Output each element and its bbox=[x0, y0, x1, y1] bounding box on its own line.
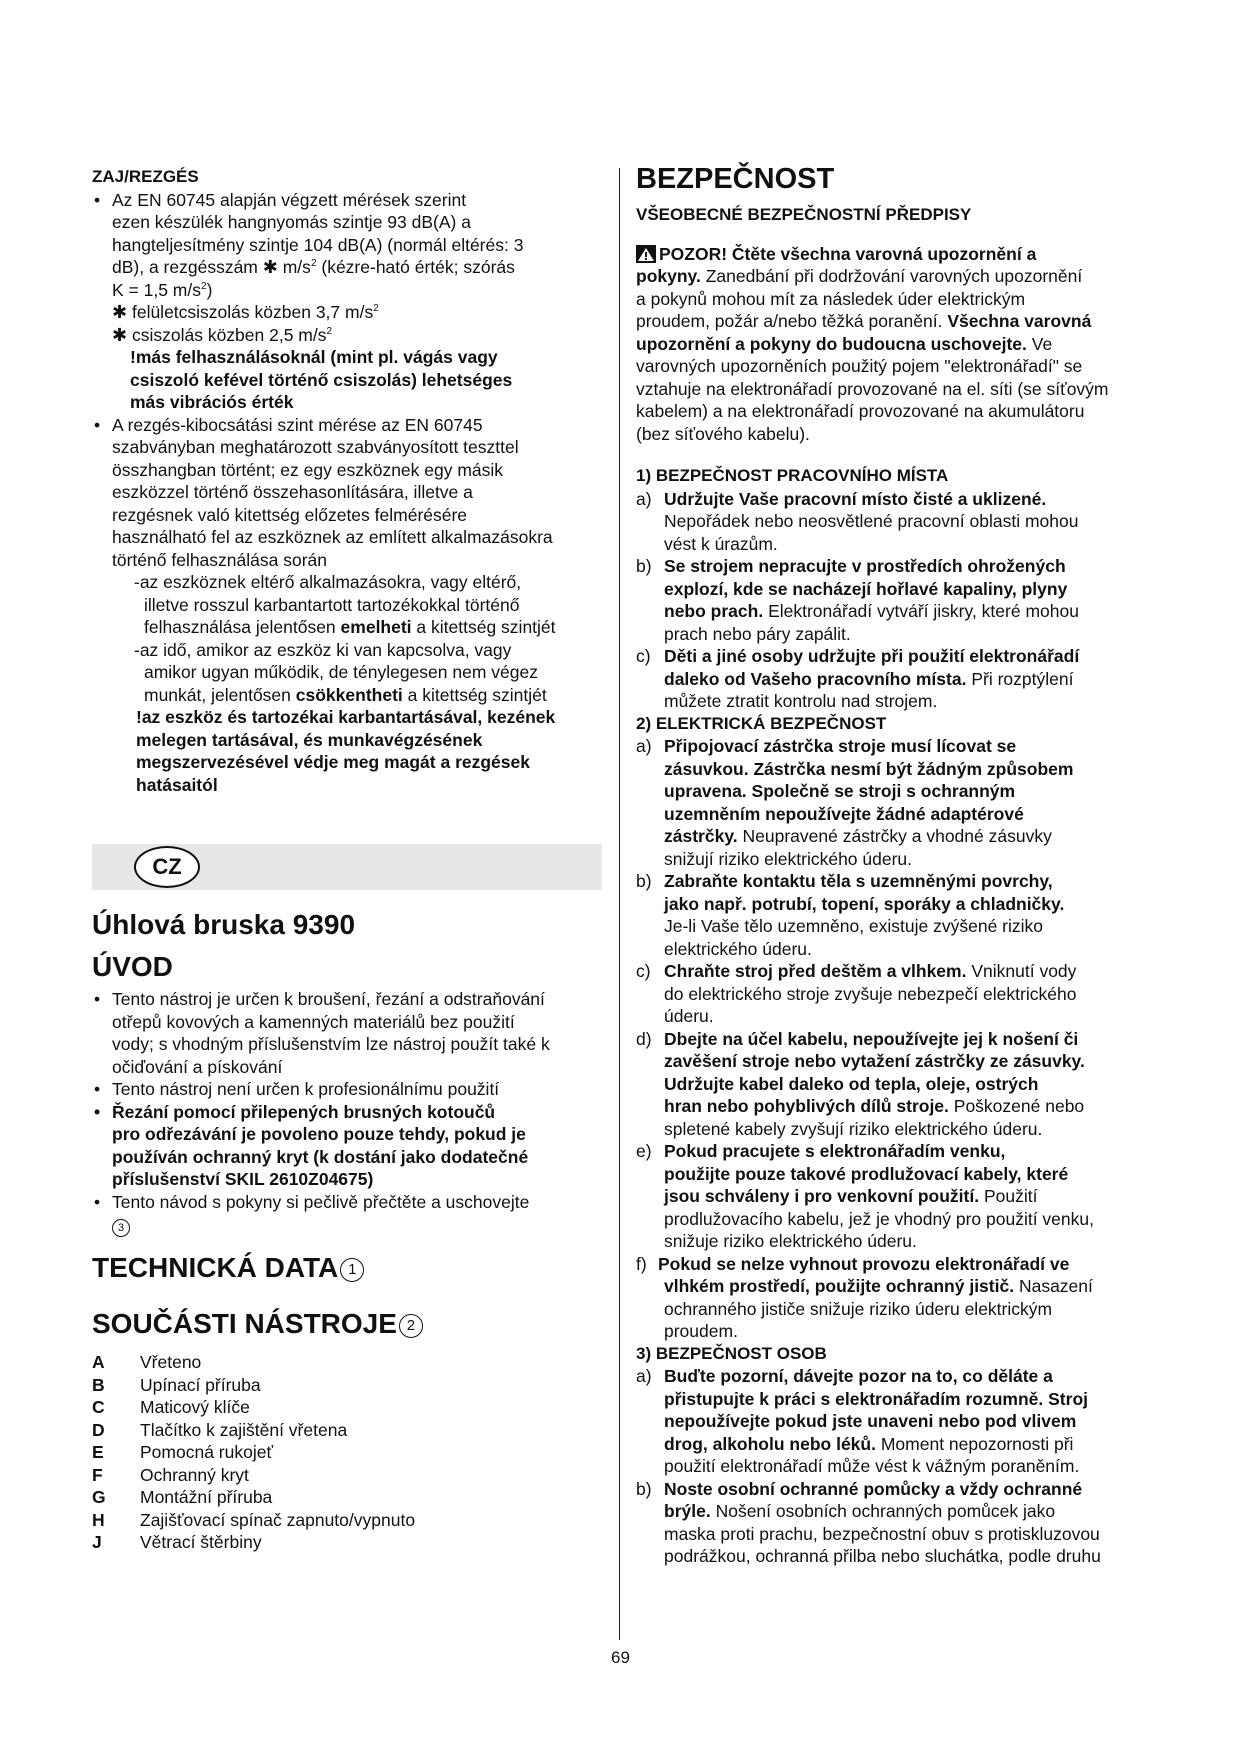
section-3-item-a bbox=[636, 1365, 1158, 1478]
text-line: • Tento nástroj je určen k broušení, řezání a odstraňování bbox=[112, 989, 545, 1009]
text-line: használható fel az eszköznek az említett alkalmazásokra bbox=[112, 527, 553, 547]
text-line: Pokud se nelze vyhnout provozu elektronářadí ve bbox=[658, 1253, 1070, 1274]
section-1-heading: 1) BEZPEČNOST PRACOVNÍHO MÍSTA bbox=[636, 466, 949, 485]
warning-icon bbox=[636, 245, 656, 263]
part-label: Ochranný kryt bbox=[140, 1464, 249, 1485]
text-line bbox=[134, 684, 612, 707]
text-part: jsou schváleny i pro venkovní použití. bbox=[664, 1186, 980, 1206]
part-item bbox=[92, 1486, 612, 1509]
text-line: přistupujte k práci s elektronářadím rozumně. Stroj bbox=[664, 1388, 1088, 1409]
part-key: A bbox=[92, 1352, 105, 1372]
text-part: Poškozené nebo bbox=[953, 1096, 1085, 1116]
text-part: a kitettség szintjét bbox=[416, 617, 556, 637]
part-item bbox=[92, 1464, 612, 1487]
part-key: J bbox=[92, 1532, 102, 1552]
text-line: csiszoló kefével történő csiszolás) lehetséges bbox=[130, 369, 513, 390]
text-line: použití elektronářadí může vést k vážným poraněním. bbox=[664, 1456, 1080, 1476]
part-item bbox=[92, 1419, 612, 1442]
text-line bbox=[636, 333, 1158, 356]
text-line: podrážkou, ochranná přilba nebo sluchátka, podle druhu bbox=[664, 1546, 1101, 1566]
text-line bbox=[664, 1500, 1158, 1523]
asterisk-icon: ✱ bbox=[112, 302, 128, 322]
text-line: můžete ztratit kontrolu nad strojem. bbox=[664, 691, 938, 711]
text-part: munkát, jelentősen bbox=[144, 684, 291, 705]
part-item bbox=[92, 1509, 612, 1532]
text-line: do elektrického stroje zvyšuje nebezpečí elektrického bbox=[664, 983, 1077, 1004]
text-part: Vniknutí vody bbox=[971, 961, 1077, 981]
item-marker: b) bbox=[636, 871, 652, 891]
text-part: vlhkém prostředí, použijte ochranný jistič. bbox=[664, 1276, 1015, 1296]
text-line: Děti a jiné osoby udržujte při použití elektronářadí bbox=[664, 646, 1080, 666]
text-part: Chraňte stroj před deštěm a vlhkem. bbox=[664, 961, 967, 981]
parts-heading bbox=[92, 1307, 612, 1341]
text-part: Nasazení bbox=[1018, 1276, 1093, 1296]
part-label: Tlačítko k zajištění vřetena bbox=[140, 1419, 348, 1440]
text-line: -az idő, amikor az eszköz ki van kapcsolva, vagy bbox=[134, 639, 512, 660]
language-badge: CZ bbox=[134, 846, 200, 888]
noise-bullet-2-body bbox=[92, 436, 612, 571]
noise-bold-note-1 bbox=[92, 346, 612, 414]
part-label: Vřeteno bbox=[140, 1352, 202, 1372]
text-line: eszközzel történő összehasonlítására, illetve a bbox=[112, 482, 473, 502]
text-part: drog, alkoholu nebo léků. bbox=[664, 1433, 876, 1454]
asterisk-icon: ✱ bbox=[112, 324, 128, 345]
section-2-item-b bbox=[636, 870, 1158, 960]
text-part: Při rozptýlení bbox=[971, 668, 1074, 689]
item-marker: c) bbox=[636, 961, 651, 981]
text-part: a kitettség szintjét bbox=[407, 684, 547, 705]
text-part: felületcsiszolás közben 3,7 m/s bbox=[131, 302, 374, 322]
text-line: szabványban meghatározott szabványosított teszttel bbox=[112, 437, 519, 457]
text-line: pro odřezávání je povoleno pouze tehdy, pokud je bbox=[112, 1124, 526, 1144]
intro-bullet-4 bbox=[92, 1191, 612, 1238]
section-2-item-a bbox=[636, 735, 1158, 870]
text-line: Udržujte kabel daleko od tepla, oleje, ostrých bbox=[664, 1073, 1039, 1094]
language-band bbox=[92, 844, 602, 890]
text-part: upozornění a pokyny do budoucna uschovejte. bbox=[636, 333, 1027, 354]
text-line: proudem. bbox=[664, 1321, 738, 1341]
text-line: Buďte pozorní, dávejte pozor na to, co děláte a bbox=[664, 1366, 1053, 1386]
part-item bbox=[92, 1396, 612, 1419]
text-line bbox=[658, 1275, 1158, 1298]
part-key: H bbox=[92, 1509, 105, 1530]
text-line: • Řezání pomocí přilepených brusných kotoučů bbox=[112, 1101, 496, 1122]
text-line: rezgésnek való kitettség előzetes felmérésére bbox=[112, 504, 468, 525]
text-line bbox=[636, 310, 1158, 333]
part-key: G bbox=[92, 1487, 106, 1507]
text-part: dB), a rezgésszám bbox=[112, 257, 258, 277]
text-line: ✱ felületcsiszolás közben 3,7 $m/s^2$ bbox=[112, 302, 379, 322]
noise-heading: ZAJ/REZGÉS bbox=[92, 167, 199, 186]
text-line: prach nebo páry zapálit. bbox=[664, 623, 851, 644]
text-part: csökkentheti bbox=[295, 684, 403, 705]
text-line: vody; s vhodným příslušenstvím lze nástroj použít také k bbox=[112, 1034, 550, 1054]
text-part: nebo prach. bbox=[664, 601, 764, 621]
text-line: más vibrációs érték bbox=[130, 392, 294, 412]
intro-list bbox=[92, 988, 612, 1237]
item-marker: b) bbox=[636, 556, 652, 576]
text-line bbox=[134, 616, 612, 639]
item-marker: f) bbox=[636, 1253, 647, 1274]
text-line: Připojovací zástrčka stroje musí lícovat se bbox=[664, 736, 1017, 756]
text-line: elektrického úderu. bbox=[664, 938, 812, 959]
text-line bbox=[664, 825, 1158, 848]
figure-ref-2: 2 bbox=[399, 1314, 423, 1338]
section-2-item-d bbox=[636, 1028, 1158, 1141]
text-line: prodlužovacího kabelu, jež je vhodný pro použití venku, bbox=[664, 1208, 1094, 1229]
text-part: hran nebo pohyblivých dílů stroje. bbox=[664, 1096, 949, 1116]
intro-bullet-1 bbox=[92, 988, 612, 1078]
text-line: hangteljesítmény szintje 104 dB(A) (normál eltérés: 3 bbox=[112, 234, 524, 255]
text-part: Neupravené zástrčky a vhodné zásuvky bbox=[742, 826, 1052, 846]
text-part: Moment nepozornosti při bbox=[880, 1433, 1074, 1454]
text-line: úderu. bbox=[664, 1006, 714, 1026]
text-part: Použití bbox=[983, 1186, 1038, 1206]
part-item bbox=[92, 1351, 612, 1374]
text-line: -az eszköznek eltérő alkalmazásokra, vagy eltérő, bbox=[134, 572, 522, 592]
part-item bbox=[92, 1374, 612, 1397]
tech-data-label: TECHNICKÁ DATA bbox=[92, 1252, 339, 1283]
item-marker: a) bbox=[636, 736, 652, 756]
item-marker: e) bbox=[636, 1141, 652, 1161]
text-line bbox=[636, 243, 1158, 266]
text-line: melegen tartásával, és munkavégzésének bbox=[136, 729, 483, 750]
text-line bbox=[664, 1185, 1158, 1208]
text-line bbox=[664, 960, 1158, 983]
text-line: !más felhasználásoknál (mint pl. vágás vagy bbox=[130, 347, 498, 367]
text-line: explozí, kde se nacházejí hořlavé kapaliny, plyny bbox=[664, 578, 1068, 599]
text-line: spletené kabely zvyšují riziko elektrického úderu. bbox=[664, 1118, 1043, 1139]
text-part: zástrčky. bbox=[664, 826, 738, 846]
text-part: Zanedbání při dodržování varovných upozornění bbox=[705, 266, 1083, 286]
section-1-item-a bbox=[636, 488, 1158, 556]
parts-label: SOUČÁSTI NÁSTROJE bbox=[92, 1308, 397, 1339]
text-line: Udržujte Vaše pracovní místo čisté a uklizené. bbox=[664, 488, 1047, 509]
figure-ref-3: 3 bbox=[112, 1219, 130, 1237]
text-part: (kézre-ható érték; szórás bbox=[321, 257, 515, 277]
text-line: Se strojem nepracujte v prostředích ohrožených bbox=[664, 556, 1066, 576]
item-marker: c) bbox=[636, 646, 651, 666]
intro-bullet-2 bbox=[92, 1078, 612, 1101]
text-line: nepoužívejte pokud jste unaveni nebo pod vlivem bbox=[664, 1411, 1077, 1431]
text-line: K = 1,5 $m/s^2$) bbox=[112, 279, 213, 300]
text-line: zásuvkou. Zástrčka nesmí být žádným způsobem bbox=[664, 758, 1074, 779]
text-line: příslušenství SKIL 2610Z04675) bbox=[112, 1169, 374, 1189]
text-line: történő felhasználása során bbox=[112, 549, 327, 570]
left-column bbox=[92, 166, 612, 1554]
text-part: Ve bbox=[1031, 333, 1053, 354]
safety-heading: BEZPEČNOST bbox=[636, 163, 835, 195]
part-label: Zajišťovací spínač zapnuto/vypnuto bbox=[140, 1509, 416, 1530]
noise-dash-2 bbox=[92, 639, 612, 707]
text-line: illetve rosszul karbantartott tartozékokkal történő bbox=[144, 594, 520, 615]
text-line: • A rezgés-kibocsátási szint mérése az EN 60745 bbox=[112, 414, 483, 435]
text-line: ✱ csiszolás közben 2,5 $m/s^2$ bbox=[112, 324, 333, 345]
intro-heading: ÚVOD bbox=[92, 951, 173, 982]
part-key: C bbox=[92, 1397, 105, 1417]
text-line: • Tento návod s pokyny si pečlivě přečtěte a uschovejte bbox=[112, 1191, 530, 1212]
text-line: ezen készülék hangnyomás szintje 93 dB(A) a bbox=[112, 212, 471, 232]
text-line: používán ochranný kryt (k dostání jako dodatečné bbox=[112, 1146, 529, 1167]
parts-list bbox=[92, 1351, 612, 1554]
text-line: Nepořádek nebo neosvětlené pracovní oblasti mohou bbox=[664, 511, 1079, 531]
section-2-item-f bbox=[636, 1253, 1158, 1343]
text-line: otřepů kovových a kamenných materiálů bez použití bbox=[112, 1011, 515, 1032]
part-key: E bbox=[92, 1442, 104, 1462]
section-3-item-b bbox=[636, 1478, 1158, 1568]
text-line: varovných upozorněních použitý pojem "elektronářadí" se bbox=[636, 356, 1083, 376]
text-line: dB), a rezgésszám ✱ $m/s^2$ (kézre-ható érték; szórás bbox=[112, 257, 515, 277]
text-part: Nošení osobních ochranných pomůcek jako bbox=[715, 1501, 1056, 1521]
general-safety-heading: VŠEOBECNÉ BEZPEČNOSTNÍ PŘEDPISY bbox=[636, 205, 972, 224]
asterisk-icon: ✱ bbox=[262, 257, 278, 277]
text-line: • Az EN 60745 alapján végzett mérések szerint bbox=[112, 189, 467, 210]
text-line: amikor ugyan működik, de ténylegesen nem végez bbox=[144, 662, 538, 682]
product-title: Úhlová bruska 9390 bbox=[92, 909, 356, 940]
text-part: felhasználása jelentősen bbox=[144, 617, 336, 637]
text-part: csiszolás közben 2,5 m/s bbox=[131, 324, 327, 345]
text-line: megszervezésével védje meg magát a rezgések bbox=[136, 752, 530, 772]
page-number: 69 bbox=[611, 1648, 630, 1667]
noise-bullet-2 bbox=[92, 414, 612, 437]
text-line: összhangban történt; ez egy eszköznek egy másik bbox=[112, 459, 504, 480]
text-line: Pokud pracujete s elektronářadím venku, bbox=[664, 1141, 1006, 1161]
text-line bbox=[664, 600, 1158, 623]
right-column bbox=[636, 163, 1158, 1568]
text-part: brýle. bbox=[664, 1501, 711, 1521]
text-part: Všechna varovná bbox=[947, 311, 1092, 331]
text-line bbox=[664, 1433, 1158, 1456]
item-marker: a) bbox=[636, 1366, 652, 1386]
text-line: Zabraňte kontaktu těla s uzemněnými povrchy, bbox=[664, 871, 1053, 891]
part-label: Pomocná rukojeť bbox=[140, 1442, 274, 1462]
noise-bullet-1-body bbox=[92, 211, 612, 346]
text-line: Noste osobní ochranné pomůcky a vždy ochranné bbox=[664, 1478, 1083, 1499]
text-part: emelheti bbox=[340, 617, 412, 637]
noise-bold-note-2 bbox=[92, 706, 612, 796]
text-line: snižuje riziko elektrického úderu. bbox=[664, 1231, 917, 1251]
warning-paragraph bbox=[636, 243, 1158, 446]
text-line: hatásaitól bbox=[136, 774, 218, 795]
text-part: pokyny. bbox=[636, 266, 701, 286]
figure-ref-1: 1 bbox=[340, 1258, 364, 1282]
item-marker: a) bbox=[636, 488, 652, 509]
text-line: očiďování a pískování bbox=[112, 1056, 283, 1077]
text-part: m/s bbox=[282, 257, 311, 277]
text-line: ochranného jističe snižuje riziko úderu elektrickým bbox=[664, 1298, 1053, 1319]
section-3-heading: 3) BEZPEČNOST OSOB bbox=[636, 1343, 827, 1363]
text-line: zavěšení stroje nebo vytažení zástrčky ze zásuvky. bbox=[664, 1051, 1085, 1071]
item-marker: b) bbox=[636, 1478, 652, 1499]
part-label: Upínací příruba bbox=[140, 1374, 261, 1395]
text-line bbox=[636, 265, 1158, 288]
section-2-item-c bbox=[636, 960, 1158, 1028]
section-1-item-b bbox=[636, 555, 1158, 645]
section-1-item-c bbox=[636, 645, 1158, 713]
text-part: Elektronářadí vytváří jiskry, které mohou bbox=[768, 601, 1079, 621]
section-2-item-e bbox=[636, 1140, 1158, 1253]
tech-data-heading bbox=[92, 1251, 612, 1285]
part-key: D bbox=[92, 1419, 105, 1440]
text-part: K = 1,5 m/s bbox=[112, 279, 201, 300]
text-line bbox=[664, 668, 1158, 691]
text-line: vztahuje na elektronářadí provozované na el. síti (se síťovým bbox=[636, 378, 1109, 399]
text-line: maska proti prachu, bezpečnostní obuv s protiskluzovou bbox=[664, 1523, 1100, 1544]
text-line: !az eszköz és tartozékai karbantartásával, kezének bbox=[136, 707, 556, 727]
text-line bbox=[664, 1095, 1158, 1118]
part-label: Montážní příruba bbox=[140, 1487, 273, 1507]
part-item bbox=[92, 1531, 612, 1554]
text-line: použijte pouze takové prodlužovací kabely, které bbox=[664, 1163, 1069, 1184]
text-line: • Tento nástroj není určen k profesionálnímu použití bbox=[112, 1079, 500, 1099]
item-marker: d) bbox=[636, 1028, 652, 1049]
column-divider bbox=[619, 168, 620, 1640]
part-key: B bbox=[92, 1374, 105, 1395]
text-part: proudem, požár a/nebo těžká poranění. bbox=[636, 311, 943, 331]
section-2-heading: 2) ELEKTRICKÁ BEZPEČNOST bbox=[636, 713, 887, 733]
text-line: uzemněním nepoužívejte žádné adaptérové bbox=[664, 803, 1024, 824]
text-line: upravena. Společně se stroji s ochranným bbox=[664, 781, 1016, 801]
text-line: jako např. potrubí, topení, sporáky a chladničky. bbox=[664, 893, 1065, 914]
text-line: Je-li Vaše tělo uzemněno, existuje zvýšené riziko bbox=[664, 916, 1044, 936]
part-label: Větrací štěrbiny bbox=[140, 1532, 262, 1552]
text-line: kabelem) a na elektronářadí provozované na akumulátoru bbox=[636, 401, 1085, 421]
part-key: F bbox=[92, 1464, 103, 1485]
noise-dash-1 bbox=[92, 571, 612, 639]
text-part: POZOR! Čtěte všechna varovná upozornění a bbox=[659, 243, 1037, 264]
text-line: a pokynů mohou mít za následek úder elektrickým bbox=[636, 288, 1026, 309]
text-part: ) bbox=[206, 279, 213, 300]
part-item bbox=[92, 1441, 612, 1464]
text-line: snižují riziko elektrického úderu. bbox=[664, 848, 913, 869]
intro-bullet-3 bbox=[92, 1101, 612, 1191]
text-line: (bez síťového kabelu). bbox=[636, 423, 810, 444]
noise-bullet-1 bbox=[92, 189, 612, 212]
text-line: Dbejte na účel kabelu, nepoužívejte jej k nošení či bbox=[664, 1028, 1079, 1049]
text-line: vést k úrazům. bbox=[664, 533, 778, 554]
text-part: daleko od Vašeho pracovního místa. bbox=[664, 668, 967, 689]
part-label: Maticový klíče bbox=[140, 1397, 250, 1417]
